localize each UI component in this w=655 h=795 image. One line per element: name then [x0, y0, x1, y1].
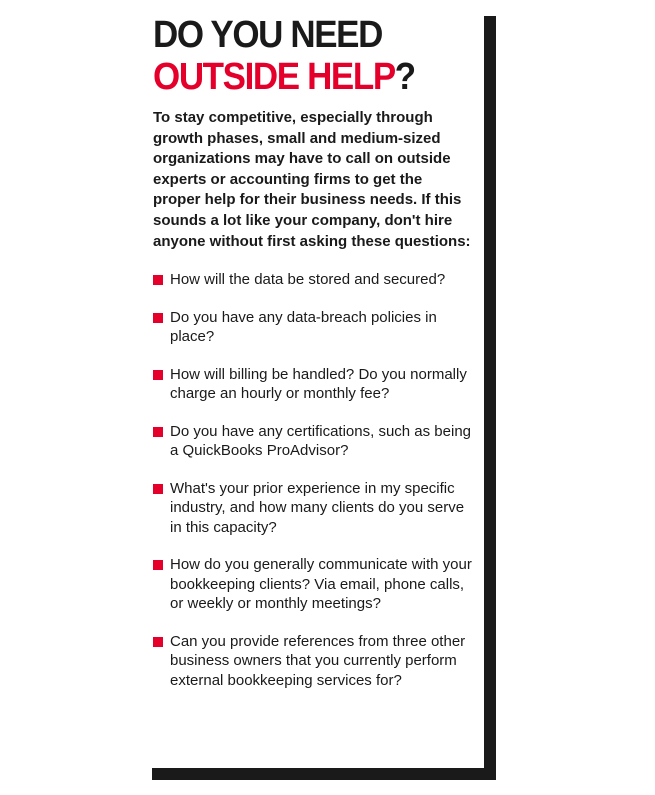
red-square-bullet-icon — [153, 313, 163, 323]
intro-paragraph: To stay competitive, especially through growth phases, small and medium-sized organizations may have to call on outside experts or accounting firms to get the proper help for their business needs. If this sounds a lot like your company, don't hire anyone without first asking these questions: — [153, 109, 471, 250]
question-text: Can you provide references from three other business owners that you currently perform external bookkeeping services for? — [170, 632, 466, 689]
question-item — [153, 308, 475, 347]
sidebar-article — [153, 14, 481, 708]
question-item — [153, 632, 475, 691]
question-item — [153, 365, 475, 404]
question-text: What's your prior experience in my specific industry, and how many clients do you serve in this capacity? — [170, 479, 465, 536]
headline-line-2 — [153, 56, 455, 98]
red-square-bullet-icon — [153, 275, 163, 285]
headline-line-1: DO YOU NEED — [153, 14, 382, 56]
question-text: Do you have any certifications, such as being a QuickBooks ProAdvisor? — [170, 422, 472, 460]
headline-accent-text: OUTSIDE HELP — [153, 56, 395, 98]
question-item — [153, 479, 475, 538]
question-text: How do you generally communicate with your bookkeeping clients? Via email, phone calls, or weekly or monthly meetings? — [170, 556, 472, 613]
red-square-bullet-icon — [153, 637, 163, 647]
frame-border-right — [484, 16, 496, 780]
red-square-bullet-icon — [153, 560, 163, 570]
question-text: Do you have any data-breach policies in place? — [170, 308, 437, 346]
question-item — [153, 422, 475, 461]
red-square-bullet-icon — [153, 427, 163, 437]
question-item — [153, 270, 475, 290]
question-item — [153, 555, 475, 614]
frame-border-bottom — [152, 768, 496, 780]
red-square-bullet-icon — [153, 484, 163, 494]
question-list — [153, 270, 481, 690]
question-text: How will the data be stored and secured? — [170, 271, 446, 289]
red-square-bullet-icon — [153, 370, 163, 380]
question-text: How will billing be handled? Do you normally charge an hourly or monthly fee? — [170, 365, 467, 403]
headline — [153, 14, 455, 98]
headline-question-mark: ? — [394, 56, 415, 98]
